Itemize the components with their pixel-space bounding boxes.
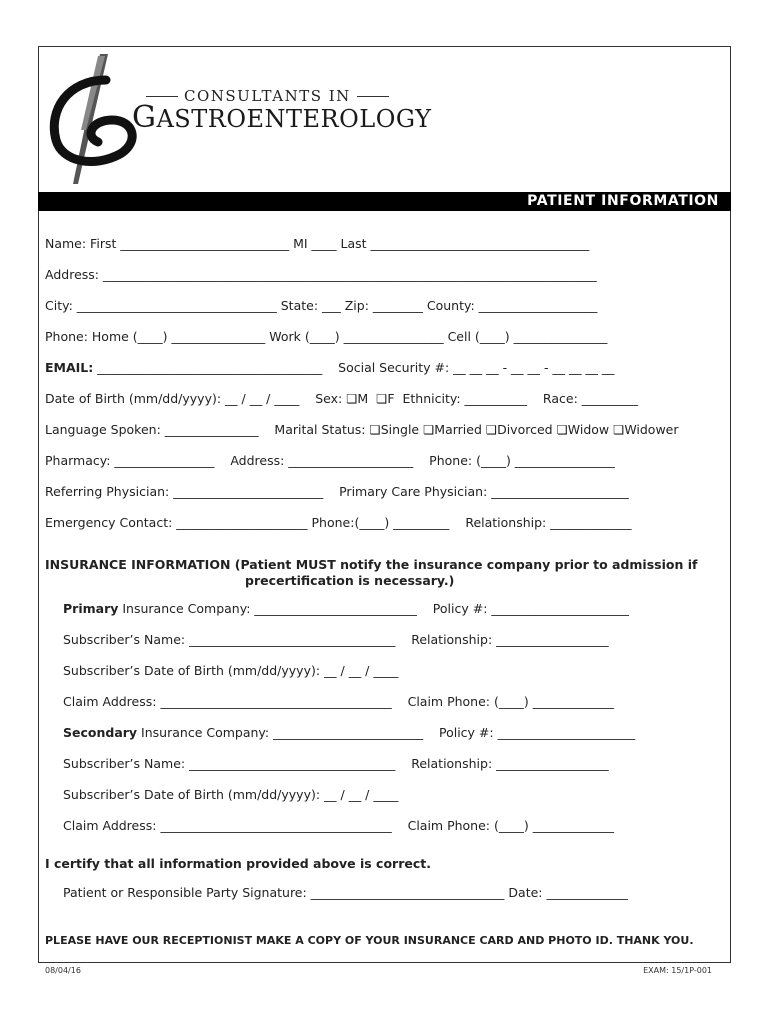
primary-subscriber-dob-row[interactable]: Subscriber’s Date of Birth (mm/dd/yyyy): __ / __ / ____ — [63, 663, 399, 678]
insurance-heading-cont: precertification is necessary.) — [245, 573, 455, 588]
receptionist-notice: PLEASE HAVE OUR RECEPTIONIST MAKE A COPY OF YOUR INSURANCE CARD AND PHOTO ID. THANK YOU. — [45, 934, 694, 947]
city-field-row[interactable]: City: ________________________________ State: ___ Zip: ________ County: ___________________ — [45, 298, 598, 313]
secondary-subscriber-name-row[interactable]: Subscriber’s Name: _________________________________ Relationship: __________________ — [63, 756, 609, 771]
secondary-claim-row[interactable]: Claim Address: _____________________________________ Claim Phone: (____) _____________ — [63, 818, 614, 833]
pharmacy-field-row[interactable]: Pharmacy: ________________ Address: ____________________ Phone: (____) ________________ — [45, 453, 615, 468]
certification-statement: I certify that all information provided above is correct. — [45, 856, 431, 871]
primary-claim-row[interactable]: Claim Address: _____________________________________ Claim Phone: (____) _____________ — [63, 694, 614, 709]
address-field-row[interactable]: Address: _______________________________________________________________________________ — [45, 267, 597, 282]
secondary-insurance-row[interactable]: Secondary Insurance Company: ________________________ Policy #: ______________________ — [63, 725, 636, 740]
primary-subscriber-name-row[interactable]: Subscriber’s Name: _________________________________ Relationship: __________________ — [63, 632, 609, 647]
logo-tagline: CONSULTANTS IN — [140, 87, 395, 105]
primary-insurance-row[interactable]: Primary Insurance Company: __________________________ Policy #: ______________________ — [63, 601, 629, 616]
insurance-heading: INSURANCE INFORMATION (Patient MUST notify the insurance company prior to admission if — [45, 557, 698, 572]
email-field-row[interactable]: EMAIL: ____________________________________ Social Security #: __ __ __ - __ __ - __ __ __ __ — [45, 360, 615, 375]
dob-field-row[interactable]: Date of Birth (mm/dd/yyyy): __ / __ / ____ Sex: ❏M ❏F Ethnicity: __________ Race: _________ — [45, 391, 639, 406]
phone-field-row[interactable]: Phone: Home (____) _______________ Work (____) ________________ Cell (____) _______________ — [45, 329, 608, 344]
emergency-contact-row[interactable]: Emergency Contact: _____________________ Phone:(____) _________ Relationship: _____________ — [45, 515, 632, 530]
secondary-subscriber-dob-row[interactable]: Subscriber’s Date of Birth (mm/dd/yyyy): __ / __ / ____ — [63, 787, 399, 802]
footer-exam-code: EXAM: 15/1P-001 — [643, 966, 712, 975]
footer-date: 08/04/16 — [45, 966, 81, 975]
name-field-row[interactable]: Name: First ___________________________ MI ____ Last ___________________________________ — [45, 236, 590, 251]
referring-physician-row[interactable]: Referring Physician: ________________________ Primary Care Physician: ______________________ — [45, 484, 629, 499]
language-field-row[interactable]: Language Spoken: _______________ Marital Status: ❏Single ❏Married ❏Divorced ❏Widow ❏Widower — [45, 422, 679, 437]
section-title-bar: PATIENT INFORMATION — [38, 192, 731, 211]
signature-row[interactable]: Patient or Responsible Party Signature: _______________________________ Date: _____________ — [63, 885, 628, 900]
logo-name: GASTROENTEROLOGY — [132, 100, 432, 135]
